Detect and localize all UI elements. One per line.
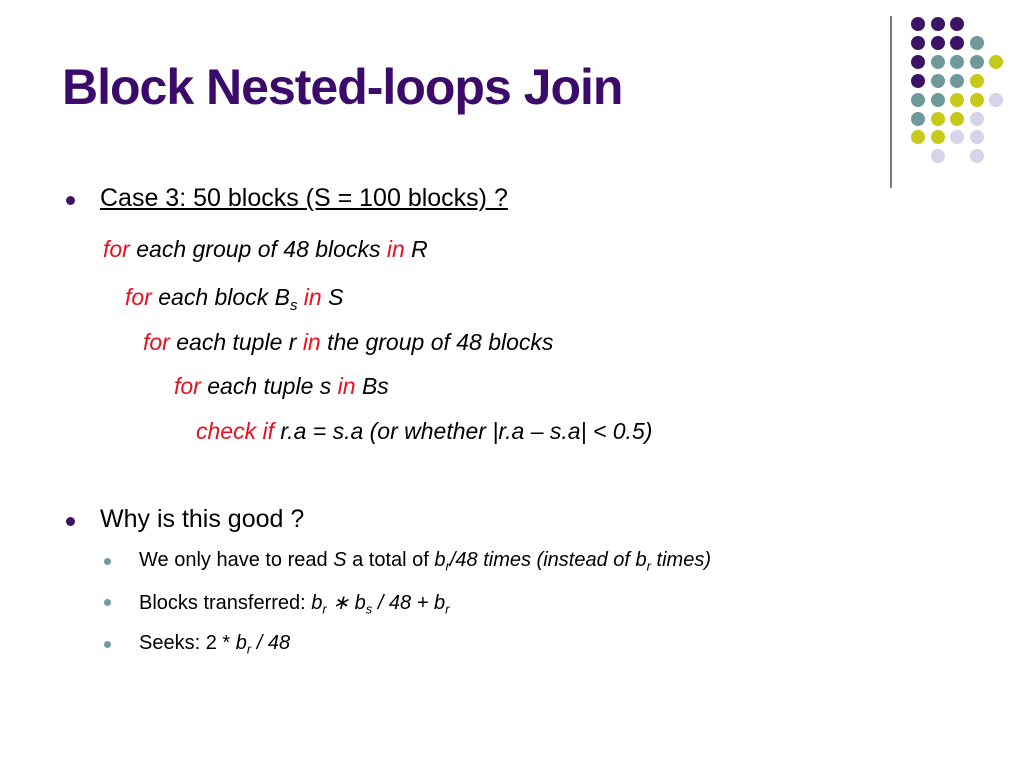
dot [950,74,964,88]
dot [950,17,964,31]
code-text: each tuple s [200,373,338,399]
code-text: each group of 48 blocks [129,236,387,262]
subscript: r [445,601,450,617]
text: b [235,632,247,654]
dot [950,93,964,107]
dot [911,36,925,50]
text: Seeks: 2 * [139,632,236,654]
dot [911,112,925,126]
code-line-1 [103,236,428,263]
code-line-5 [196,418,652,445]
dot [931,149,945,163]
text: ∗ b [326,592,366,614]
code-keyword: for [143,329,170,355]
dot [989,55,1003,69]
slide-title: Block Nested-loops Join [62,59,623,115]
text: S [333,549,347,571]
code-keyword: in [337,373,356,399]
dot [989,93,1003,107]
dot [911,130,925,144]
dot [931,130,945,144]
sub-bullet-marker [104,641,111,648]
subscript: r [445,558,450,574]
text: We only have to read [139,549,334,571]
dot [950,112,964,126]
text: / 48 + b [372,592,446,614]
dot [970,93,984,107]
subbullet-read-s [139,549,711,572]
subbullet-seeks [139,632,290,655]
dot [911,74,925,88]
code-text: each block B [151,284,290,310]
code-keyword: check if [196,418,274,444]
code-line-3 [143,329,553,356]
code-text: Bs [355,373,389,399]
dot [931,36,945,50]
why-heading: Why is this good ? [100,505,305,533]
text: /48 times (instead of b [449,549,647,571]
code-keyword: for [103,236,130,262]
code-text: the group of 48 blocks [320,329,554,355]
code-subscript: s [289,297,298,315]
text: b [311,592,323,614]
sub-bullet-marker [104,558,111,565]
code-line-2 [125,284,344,315]
code-keyword: for [174,373,201,399]
dot [950,55,964,69]
dot [970,55,984,69]
subscript: r [246,641,252,657]
code-keyword: in [386,236,405,262]
text: b [434,549,446,571]
code-text: each tuple r [169,329,303,355]
bullet-marker [66,196,75,205]
dot [970,149,984,163]
dot [931,93,945,107]
text: times) [650,549,711,571]
code-text: r.a = s.a (or whether |r.a – s.a| < 0.5) [273,418,653,444]
code-text: R [404,236,428,262]
dot [911,93,925,107]
sub-bullet-marker [104,599,111,606]
code-keyword: in [302,329,321,355]
dot [931,112,945,126]
code-text: S [321,284,344,310]
dot [970,74,984,88]
text: a total of [346,549,435,571]
text: Blocks transferred: [139,592,312,614]
dot [970,36,984,50]
subbullet-blocks-transferred [139,590,449,615]
subscript: r [322,601,327,617]
vertical-divider [890,16,892,188]
dot [931,17,945,31]
code-keyword: in [303,284,322,310]
case3-heading: Case 3: 50 blocks (S = 100 blocks) ? [100,184,508,212]
dot [950,36,964,50]
dot [911,17,925,31]
code-keyword: for [125,284,152,310]
dot [911,55,925,69]
subscript: s [365,601,373,617]
dot [931,55,945,69]
dot [931,74,945,88]
code-line-4 [174,373,389,400]
subscript: r [646,558,651,574]
dot [970,130,984,144]
text: / 48 [251,632,291,654]
dot [970,112,984,126]
bullet-marker [66,517,75,526]
dot [950,130,964,144]
